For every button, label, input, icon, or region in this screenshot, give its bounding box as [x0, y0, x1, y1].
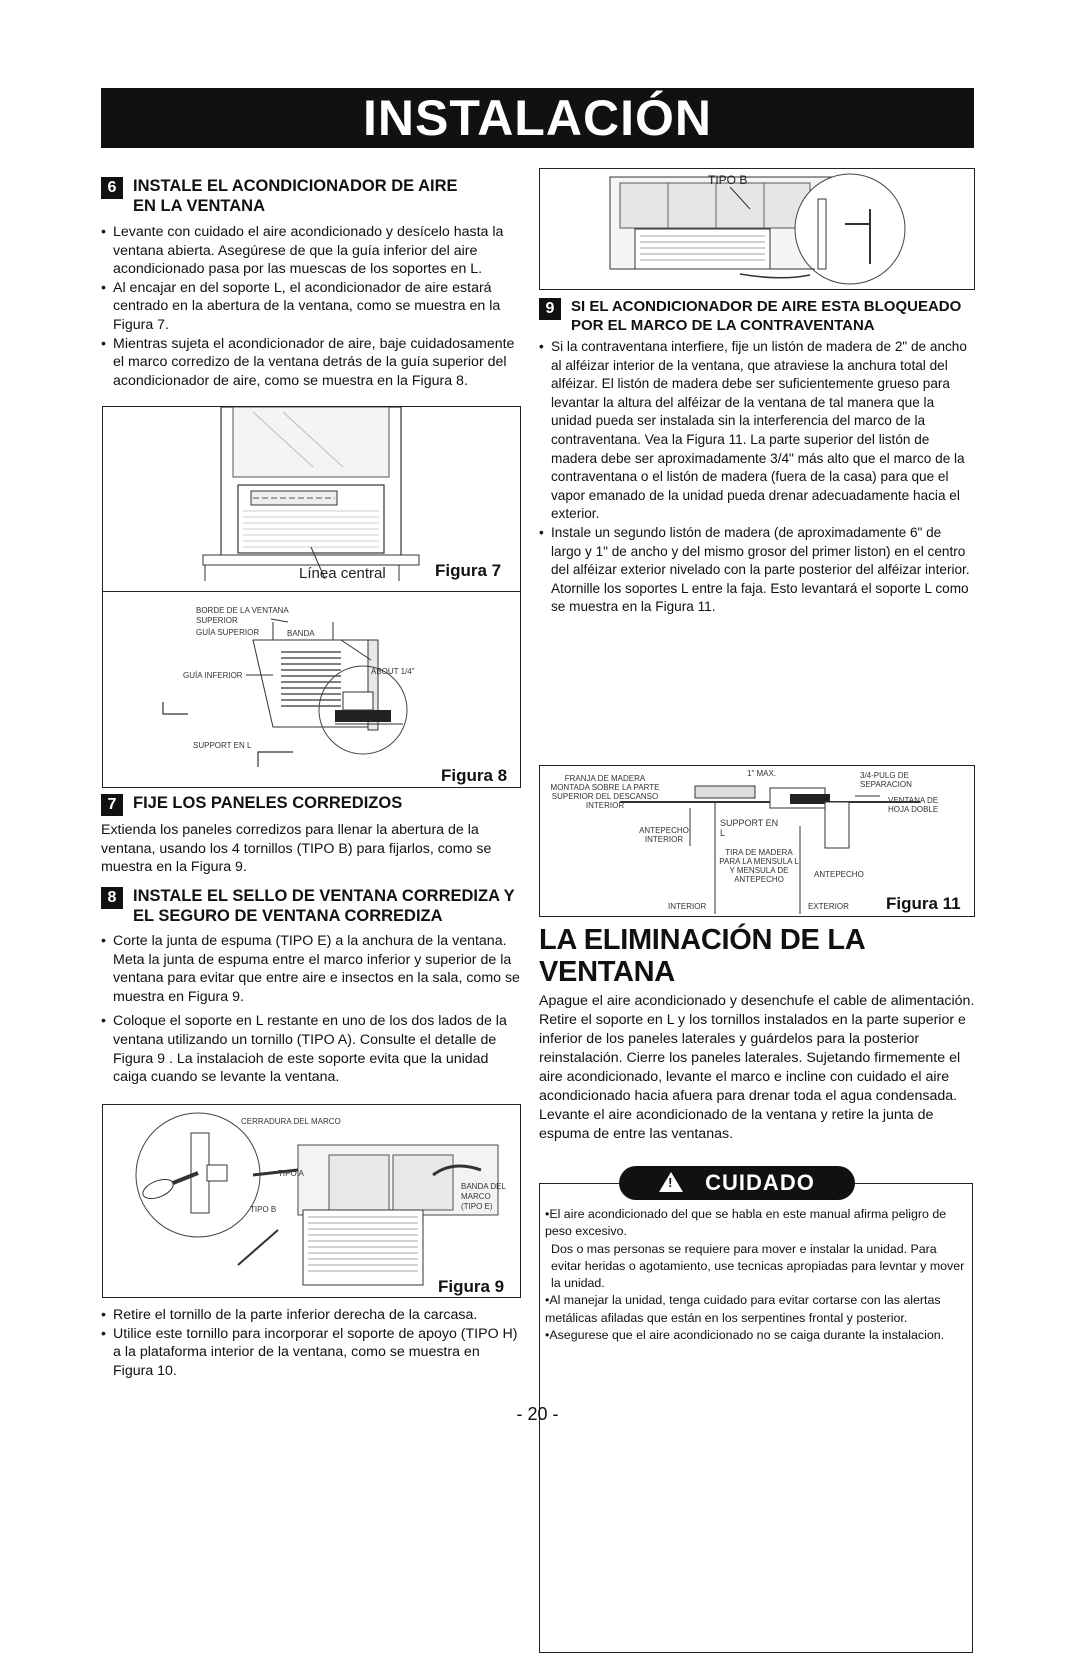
figure-8-illustration: [103, 592, 520, 787]
figure-11-label-support: SUPPORT EN L: [720, 818, 779, 838]
figure-10-caption: [886, 289, 962, 290]
section-9-title-line2: POR EL MARCO DE LA CONTRAVENTANA: [571, 317, 875, 334]
caution-line: Dos o mas personas se requiere para mover e instalar la unidad. Para evitar heridas o agotamiento, use tecnicas apropiadas para levntar y mover la unidad.: [551, 1241, 965, 1291]
eliminacion-body: Apague el aire acondicionado y desenchufe el cable de alimentación. Retire el soporte en L y los tornillos instalados en la parte superior e inferior de los paneles laterales y guárdelos para la posterior reinstalación. Cierre los paneles laterales. Sujetando firmemente el aire acondicionado, levante el marco e incline con cuidado el aire acondicionado hacia afuera para drenar toda el agua condensada. Levante el aire acondicionado de la ventana y retire la junta de espuma de entre las ventanas.: [539, 993, 975, 1142]
page-number: - 20 -: [516, 1404, 559, 1424]
figure-11-label-franja: FRANJA DE MADERA MONTADA SOBRE LA PARTE SUPERIOR DEL DESCANSO INTERIOR: [550, 774, 660, 810]
figure-8-label-guia-superior: GUÍA SUPERIOR: [196, 628, 260, 637]
section-8-title-line2: EL SEGURO DE VENTANA CORREDIZA: [133, 907, 443, 925]
section-6-title-line1: INSTALE EL ACONDICIONADOR DE AIRE: [133, 177, 458, 195]
figure-9-caption: Figura 9: [438, 1277, 505, 1296]
page-banner-title: INSTALACIÓN: [101, 88, 974, 148]
figure-7-label-center: Línea central: [299, 565, 386, 582]
figure-11-label-tira: TIRA DE MADERA PARA LA MENSULA L Y MENSULA DE ANTEPECHO: [719, 848, 799, 884]
figure-11-label-interior: INTERIOR: [668, 902, 707, 911]
section-9-bullet: • Si la contraventana interfiere, fije un listón de madera de 2" de ancho al alféizar interior de la ventana, que atraviese la anchura total del alféizar. El listón de madera debe ser suficientemente grueso para levantar la altura del alféizar de la ventana de tal manera que la unidad pueda ser instalada sin la interferencia del marco de la contraventana. Vea la Figura 11. La parte superior del listón de madera debe ser aproximadamente 3/4" más alto que el marco de la contraventana o el listón de madera (fuera de la casa) para que el vapor emanado de la unidad pueda drenar adecuadamente hacia el exterior.: [539, 338, 973, 524]
figure-7: [102, 406, 521, 594]
figure-10: [539, 168, 975, 290]
section-6-bullet: • Levante con cuidado el aire acondicionado y desícelo hasta la ventana abierta. Asegúrese de que la guía inferior del aire acondicionado pasa por las muescas de los soportes en L.: [101, 223, 521, 279]
caution-text: [545, 1206, 965, 1344]
caution-title: CUIDADO: [705, 1170, 815, 1195]
section-6-bullet: • Mientras sujeta el acondicionador de aire, baje cuidadosamente el marco corredizo de la ventana detrás de la guía superior del acondicionador de aire, como se muestra en la Figura 8.: [101, 335, 521, 391]
section-eliminacion: [539, 924, 975, 1144]
section-7: [101, 793, 521, 877]
figure-11-label-antepecho: ANTEPECHO: [814, 870, 864, 879]
section-6: [101, 176, 521, 390]
figure-8-label-about: ABOUT 1/4": [371, 667, 415, 676]
warning-triangle-icon: !: [659, 1172, 683, 1192]
figure-11-label-ventana: VENTANA DE HOJA DOBLE: [888, 796, 939, 814]
after-figure-9-bullet: • Retire el tornillo de la parte inferior derecha de la carcasa.: [101, 1306, 521, 1325]
figure-9-label-tipo-a: TIPO A: [278, 1169, 304, 1178]
section-8-bullet: • Coloque el soporte en L restante en uno de los dos lados de la ventana utilizando un tornillo (TIPO A). Consulte el detalle de Figura 9 . La instalacioh de este soporte evita que la unidad caiga cuando se levante la ventana.: [101, 1012, 521, 1086]
figure-10-illustration: [540, 169, 974, 289]
figure-11-label-exterior: EXTERIOR: [808, 902, 849, 911]
caution-line: •Al manejar la unidad, tenga cuidado para evitar cortarse con las alertas metálicas afiladas que están en los serpentines frontal y posterior.: [545, 1293, 941, 1325]
figure-8-caption: Figura 8: [441, 766, 508, 785]
section-7-heading: [101, 793, 521, 813]
figure-11-label-max: 1" MAX.: [747, 769, 777, 778]
section-8: [101, 886, 521, 1087]
section-9-bullet: • Instale un segundo listón de madera (de aproximadamente 6" de largo y 1" de ancho y del mismo grosor del primer liston) en el centro del alféizar exterior nivelado con la parte posterior del alféizar interior. Atornille los soportes L entre la faja. Esto levantará el soporte L como se muestra en la Figura 11.: [539, 524, 973, 617]
section-6-bullet: • Al encajar en del soporte L, el acondicionador de aire estará centrado en la abertura de la ventana, como se muestra en la Figura 7.: [101, 279, 521, 335]
figure-11-label-pulg: 3/4-PULG DE SEPARACION: [860, 771, 912, 789]
figure-7-caption: Figura 7: [435, 561, 502, 580]
figure-9: [102, 1104, 521, 1298]
section-number-6: 6: [101, 177, 123, 199]
eliminacion-title: LA ELIMINACIÓN DE LA VENTANA: [539, 924, 865, 988]
figure-9-label-tipo-b: TIPO B: [250, 1205, 277, 1214]
figure-8: [102, 591, 521, 788]
figure-9-label-cerradura: CERRADURA DEL MARCO: [241, 1117, 341, 1126]
figure-10-label-tipo-b: TIPO B: [708, 173, 748, 187]
section-7-body: Extienda los paneles corredizos para llenar la abertura de la ventana, usando los 4 tornillos (TIPO B) para fijarlos, como se muestra en la Figura 9.: [101, 822, 492, 876]
figure-8-label-guia-inferior: GUÍA INFERIOR: [183, 671, 243, 680]
section-6-title-line2: EN LA VENTANA: [133, 197, 265, 215]
caution-line: •Asegurese que el aire acondicionado no se caiga durante la instalacion.: [545, 1328, 945, 1343]
figure-9-illustration: [103, 1105, 520, 1297]
figure-8-label-support: SUPPORT EN L: [193, 741, 252, 750]
after-figure-9: [101, 1306, 521, 1380]
section-9: [539, 297, 973, 617]
section-6-heading: [101, 176, 521, 216]
section-8-bullet: • Corte la junta de espuma (TIPO E) a la anchura de la ventana. Meta la junta de espuma entre el marco inferior y superior de la ventana para evitar que entre aire e insectos en la sala, como se muestra en Figura 9.: [101, 932, 521, 1006]
section-9-title-line1: SI EL ACONDICIONADOR DE AIRE ESTA BLOQUEADO: [571, 298, 962, 315]
caution-badge: [619, 1166, 855, 1200]
figure-11-caption: Figura 11: [886, 894, 961, 913]
section-7-title: FIJE LOS PANELES CORREDIZOS: [133, 794, 403, 812]
after-figure-9-bullet: • Utilice este tornillo para incorporar el soporte de apoyo (TIPO H) a la plataforma interior de la ventana, como se muestra en Figura 10.: [101, 1325, 521, 1381]
section-8-title-line1: INSTALE EL SELLO DE VENTANA CORREDIZA Y: [133, 887, 515, 905]
figure-8-label-borde: BORDE DE LA VENTANA SUPERIOR: [196, 606, 289, 625]
section-number-9: 9: [539, 298, 561, 320]
figure-11: [539, 765, 975, 917]
section-number-7: 7: [101, 794, 123, 816]
section-8-heading: [101, 886, 521, 926]
figure-11-label-antepecho-interior: ANTEPECHO INTERIOR: [639, 826, 689, 844]
section-number-8: 8: [101, 887, 123, 909]
caution-line: •El aire acondicionado del que se habla en este manual afirma peligro de peso excesivo.: [545, 1207, 947, 1239]
section-9-heading: [539, 297, 973, 335]
figure-9-label-banda: BANDA DEL MARCO (TIPO E): [461, 1182, 506, 1211]
figure-8-label-banda: BANDA: [287, 629, 315, 638]
